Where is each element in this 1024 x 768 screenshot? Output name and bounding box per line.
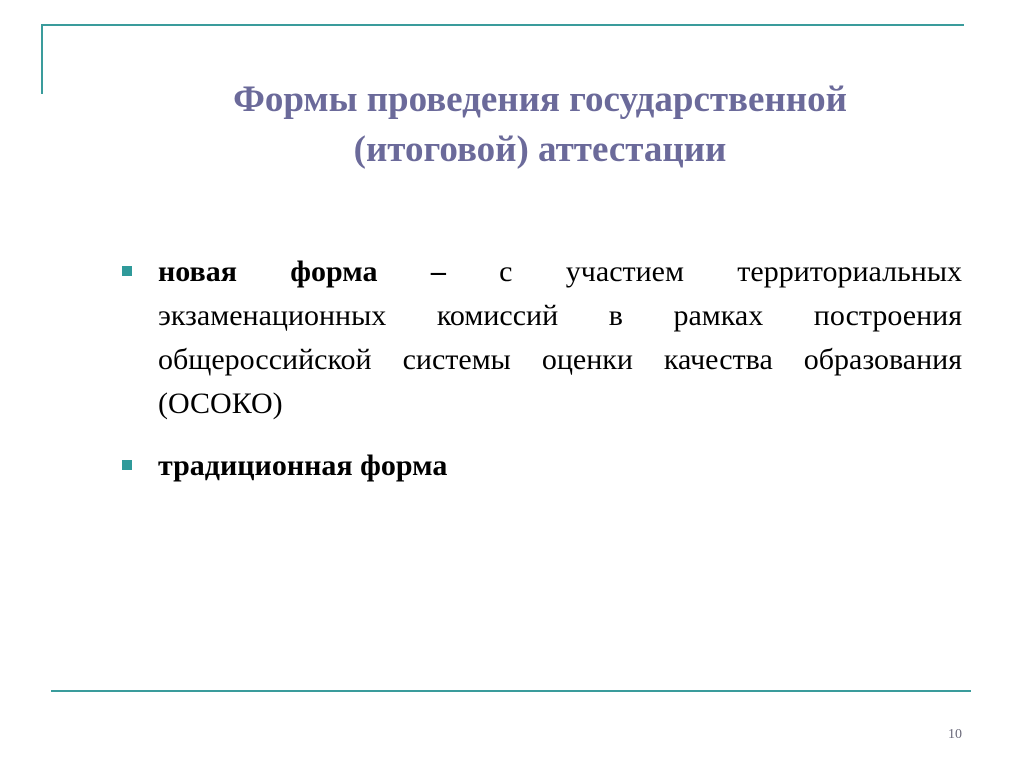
title-line-1: Формы проведения государственной bbox=[233, 78, 847, 120]
bullet-item-traditional-form bbox=[120, 444, 962, 488]
bullet-square-icon bbox=[122, 266, 132, 276]
bullet-bold-text: традиционная форма bbox=[158, 449, 448, 482]
bullet-list bbox=[120, 250, 962, 506]
bullet-item-new-form bbox=[120, 250, 962, 426]
frame-vertical-line bbox=[41, 24, 43, 94]
frame-top-line bbox=[41, 24, 964, 26]
page-number: 10 bbox=[948, 727, 962, 742]
footer-line bbox=[51, 690, 971, 692]
bullet-square-icon bbox=[122, 460, 132, 470]
title-line-2: (итоговой) аттестации bbox=[353, 128, 727, 170]
slide-title bbox=[120, 75, 960, 175]
bullet-text: с участием территориальных экзаменационных комиссий в рамках построения общероссийской системы оценки качества образования (ОСОКО) bbox=[158, 255, 963, 420]
bullet-bold-text: новая форма – bbox=[158, 255, 446, 288]
